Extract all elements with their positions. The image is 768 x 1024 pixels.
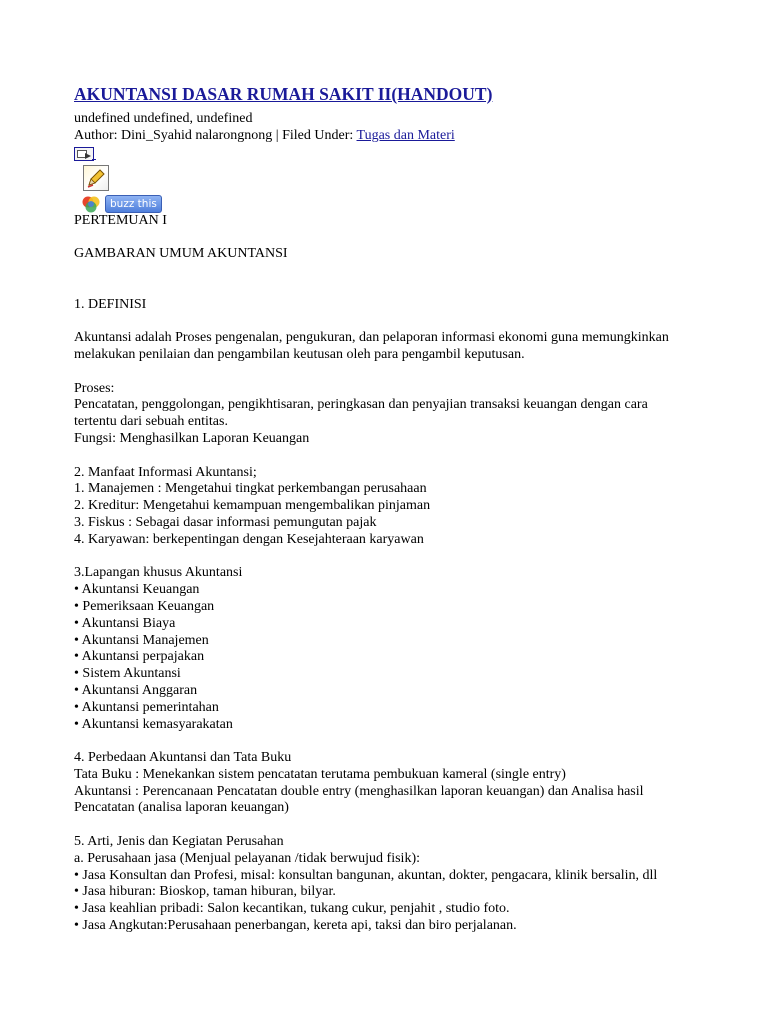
page-title-text[interactable]: AKUNTANSI DASAR RUMAH SAKIT II(HANDOUT) <box>74 84 493 104</box>
section-heading-perusahaan: 5. Arti, Jenis dan Kegiatan Perusahan <box>74 834 284 850</box>
edit-icon[interactable] <box>83 165 109 191</box>
section-heading-lapangan: 3.Lapangan khusus Akuntansi <box>74 565 243 581</box>
proses-label: Proses: <box>74 380 115 396</box>
spacer <box>74 364 694 381</box>
section-heading-manfaat: 2. Manfaat Informasi Akuntansi; <box>74 464 257 480</box>
list-item: • Pemeriksaan Keuangan <box>74 598 215 614</box>
list-item: • Akuntansi Biaya <box>74 615 176 631</box>
document-page <box>74 84 694 935</box>
akuntansi-text: Akuntansi : Perencanaan Pencatatan double entry (menghasilkan laporan keuangan) dan Analisa hasil Pencatatan (analisa laporan keuangan) <box>74 783 644 816</box>
post-meta <box>74 128 694 145</box>
section-heading-definisi: 1. DEFINISI <box>74 296 147 312</box>
meeting-label: PERTEMUAN I <box>74 212 167 228</box>
category-link[interactable]: Tugas dan Materi <box>356 127 455 143</box>
list-item: • Jasa Konsultan dan Profesi, misal: konsultan bangunan, akuntan, dokter, pengacara, klinik bersalin, dll <box>74 867 658 883</box>
list-item: 4. Karyawan: berkepentingan dengan Kesejahteraan karyawan <box>74 531 424 547</box>
spacer <box>74 549 694 566</box>
list-item: 2. Kreditur: Mengetahui kemampuan mengembalikan pinjaman <box>74 498 431 514</box>
spacer <box>74 448 694 465</box>
google-buzz-icon[interactable] <box>81 195 101 213</box>
proses-text: Pencatatan, penggolongan, pengikhtisaran, peringkasan dan penyajian transaksi keuangan dengan cara tertentu dari sebuah entitas. <box>74 397 648 430</box>
tata-buku-text: Tata Buku : Menekankan sistem pencatatan terutama pembukuan kameral (single entry) <box>74 766 566 782</box>
list-item: 1. Manajemen : Mengetahui tingkat perkembangan perusahaan <box>74 481 427 497</box>
list-item: • Akuntansi Anggaran <box>74 682 198 698</box>
list-item: • Akuntansi Keuangan <box>74 582 200 598</box>
spacer <box>74 817 694 834</box>
spacer <box>74 313 694 330</box>
fungsi-text: Fungsi: Menghasilkan Laporan Keuangan <box>74 430 310 446</box>
email-icon[interactable] <box>74 147 94 161</box>
list-item: 3. Fiskus : Sebagai dasar informasi pemungutan pajak <box>74 514 377 530</box>
list-item: • Jasa hiburan: Bioskop, taman hiburan, bilyar. <box>74 884 336 900</box>
author-info: Author: Dini_Syahid nalarongnong | Filed Under: <box>74 127 357 143</box>
list-item: • Akuntansi perpajakan <box>74 649 205 665</box>
spacer <box>74 263 694 297</box>
section-title: GAMBARAN UMUM AKUNTANSI <box>74 246 288 262</box>
list-item: • Akuntansi Manajemen <box>74 632 209 648</box>
spacer <box>74 733 694 750</box>
list-item: • Akuntansi pemerintahan <box>74 699 219 715</box>
buzz-this-button[interactable]: buzz this <box>105 195 162 213</box>
list-item: • Sistem Akuntansi <box>74 666 181 682</box>
page-title[interactable] <box>74 84 694 104</box>
list-item: • Jasa Angkutan:Perusahaan penerbangan, kereta api, taksi dan biro perjalanan. <box>74 918 517 934</box>
list-item: • Akuntansi kemasyarakatan <box>74 716 233 732</box>
definition-paragraph: Akuntansi adalah Proses pengenalan, pengukuran, dan pelaporan informasi ekonomi guna memungkinkan melakukan penilaian dan pengambilan keutusan oleh para pengambil keputusan. <box>74 330 669 362</box>
subsection-jasa: a. Perusahaan jasa (Menjual pelayanan /tidak berwujud fisik): <box>74 850 420 866</box>
list-item: • Jasa keahlian pribadi: Salon kecantikan, tukang cukur, penjahit , studio foto. <box>74 901 510 917</box>
share-icons <box>74 145 694 213</box>
email-link-underline <box>92 159 96 160</box>
post-dates: undefined undefined, undefined <box>74 111 253 126</box>
spacer <box>74 229 694 246</box>
section-heading-perbedaan: 4. Perbedaan Akuntansi dan Tata Buku <box>74 750 292 766</box>
